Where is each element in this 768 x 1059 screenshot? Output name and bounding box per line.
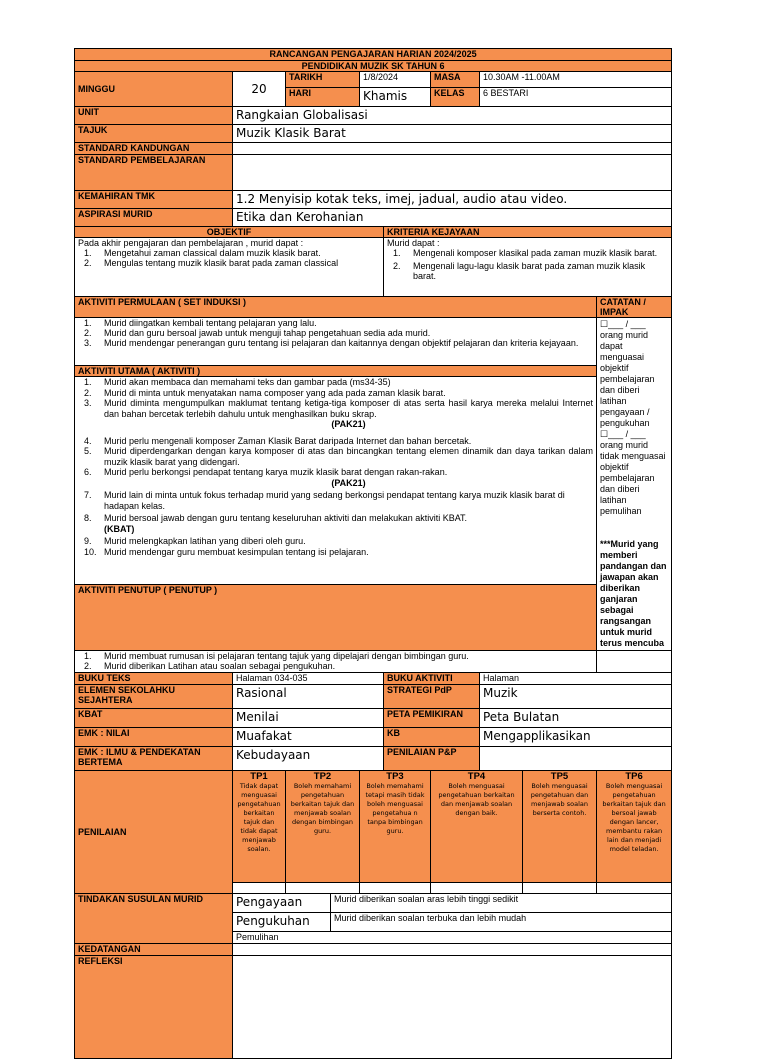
tp1-mark[interactable] (233, 883, 286, 894)
strategi-label: STRATEGI PdP (384, 685, 480, 709)
buku-teks-label: BUKU TEKS (75, 673, 233, 685)
hari-value: Khamis (360, 88, 431, 107)
peta-label: PETA PEMIKIRAN (384, 709, 480, 728)
minggu-label: MINGGU (75, 72, 233, 107)
catatan-line-2: ☐___ / ___ orang murid tidak menguasai objektif pembelajaran dan diberi latihan pemulihan (600, 429, 666, 516)
kb-label: KB (384, 728, 480, 747)
catatan-line-1: ☐___ / ___ orang murid dapat menguasai objektif pembelajaran dan diberi latihan pengayaan / pengukuhan (600, 319, 655, 428)
kbat-value: Menilai (233, 709, 384, 728)
utama-item: 5. Murid diperdengarkan dengan karya komposer di atas dan bincangkan tentang elemen dinamik dan daya tarikan dalam muzik klasik barat yang didengari. (84, 446, 593, 467)
elemen-label: ELEMEN SEKOLAHKU SEJAHTERA (75, 685, 233, 709)
utama-item: 6. Murid perlu berkongsi pendapat tentang karya muzik klasik barat dengan rakan-rakan. (PAK21) (84, 467, 448, 488)
peta-value: Peta Bulatan (480, 709, 672, 728)
tp1-cell: TP1 Tidak dapat menguasai pengetahuan berkaitan tajuk dan tidak dapat menjawab soalan. (233, 771, 286, 883)
utama-item: 10. Murid mendengar guru membuat kesimpulan tentang isi pelajaran. (84, 546, 369, 557)
tajuk-value: Muzik Klasik Barat (233, 125, 672, 143)
tarikh-label: TARIKH (286, 72, 360, 88)
tp3-mark[interactable] (360, 883, 431, 894)
kriteria-header: KRITERIA KEJAYAAN (384, 227, 672, 238)
objektif-cell (75, 238, 384, 297)
tp3-cell: TP3 Boleh memahami tetapi masih tidak boleh menguasai pengetahua n tanpa bimbingan guru. (360, 771, 431, 883)
permulaan-item: 1. Murid diingatkan kembali tentang pelajaran yang lalu. (84, 318, 317, 328)
pengukuhan-desc: Murid diberikan soalan terbuka dan lebih mudah (331, 913, 672, 932)
pemulihan-label: Pemulihan (233, 932, 672, 944)
objektif-header: OBJEKTIF (75, 227, 384, 238)
catatan-header: CATATAN / IMPAK (597, 297, 672, 318)
hari-label: HARI (286, 88, 360, 107)
utama-item: 3. Murid diminta mengumpulkan maklumat tentang ketiga-tiga komposer di atas serta hasil karya mereka melalui Internet dan bahan bercetak terlebih dahulu untuk menghasilkan buku skrap. (PAK21) (84, 398, 593, 429)
permulaan-cell (75, 318, 597, 366)
elemen-value: Rasional (233, 685, 384, 709)
tp5-cell: TP5 Boleh menguasai pengetahuan dan menjawab soalan berserta contoh. (523, 771, 597, 883)
nilai-label: EMK : NILAI (75, 728, 233, 747)
standard-kandungan-value (233, 143, 672, 155)
utama-header: AKTIVITI UTAMA ( AKTIVITI ) (75, 366, 597, 377)
kriteria-item: 1. Mengenali komposer klasikal pada zaman muzik klasik barat. (393, 248, 658, 258)
aspirasi-value: Etika dan Kerohanian (233, 209, 672, 227)
permulaan-header: AKTIVITI PERMULAAN ( SET INDUKSI ) (75, 297, 597, 318)
penutup-header: AKTIVITI PENUTUP ( PENUTUP ) (75, 585, 597, 651)
standard-kandungan-label: STANDARD KANDUNGAN (75, 143, 233, 155)
kelas-label: KELAS (431, 88, 480, 107)
plan-title: RANCANGAN PENGAJARAN HARIAN 2024/2025 (75, 49, 672, 61)
penutup-item: 2. Murid diberikan Latihan atau soalan sebagai pengukuhan. (84, 661, 336, 671)
tp6-mark[interactable] (597, 883, 672, 894)
ilmu-label: EMK : ILMU & PENDEKATAN BERTEMA (75, 747, 233, 771)
unit-label: UNIT (75, 107, 233, 125)
pengayaan-desc: Murid diberikan soalan aras lebih tinggi sedikit (331, 894, 672, 913)
objektif-item: 2. Mengulas tentang muzik klasik barat pada zaman classical (84, 258, 339, 268)
tp4-cell: TP4 Boleh menguasai pengetahuan berkaitan dan menjawab soalan dengan baik. (431, 771, 523, 883)
utama-item: 8. Murid bersoal jawab dengan guru tentang keseluruhan aktiviti dan melakukan aktiviti KBAT. (KBAT) (84, 513, 468, 534)
nilai-value: Muafakat (233, 728, 384, 747)
tp2-mark[interactable] (286, 883, 360, 894)
utama-item: 2. Murid di minta untuk menyatakan nama composer yang ada pada zaman klasik barat. (84, 387, 446, 398)
standard-pembelajaran-value (233, 155, 672, 191)
susulan-label: TINDAKAN SUSULAN MURID (75, 894, 233, 944)
kbat-label: KBAT (75, 709, 233, 728)
kedatangan-value (233, 944, 672, 956)
kelas-value: 6 BESTARI (480, 88, 672, 107)
permulaan-item: 2. Murid dan guru bersoal jawab untuk menguji tahap pengetahuan sedia ada murid. (84, 328, 431, 338)
ilmu-value: Kebudayaan (233, 747, 384, 771)
tarikh-value: 1/8/2024 (360, 72, 431, 88)
penutup-cell (75, 651, 597, 673)
objektif-intro: Pada akhir pengajaran dan pembelajaran , murid dapat : (78, 238, 304, 248)
utama-item: 9. Murid melengkapkan latihan yang diberi oleh guru. (84, 536, 306, 546)
penilaian-label: PENILAIAN (75, 771, 233, 894)
permulaan-item: 3. Murid mendengar penerangan guru tentang isi pelajaran dan kaitannya dengan objektif pelajaran dan kriteria kejayaan. (84, 338, 579, 348)
catatan-cell (597, 318, 672, 651)
tp4-mark[interactable] (431, 883, 523, 894)
refleksi-label: REFLEKSI (75, 956, 233, 1059)
pengukuhan-label: Pengukuhan (233, 913, 331, 932)
lesson-plan-table (74, 48, 672, 1059)
masa-label: MASA (431, 72, 480, 88)
tp6-cell: TP6 Boleh menguasai pengetahuan berkaitan tajuk dan bersoal jawab dengan lancer, membantu rakan lain dan menjadi model teladan. (597, 771, 672, 883)
pengayaan-label: Pengayaan (233, 894, 331, 913)
catatan-note: ***Murid yang memberi pandangan dan jawapan akan diberikan ganjaran sebagai rangsangan untuk murid terus mencuba (600, 539, 667, 648)
refleksi-value (233, 956, 672, 1059)
utama-item: 1. Murid akan membaca dan memahami teks dan gambar pada (ms34-35) (84, 377, 391, 387)
utama-cell (75, 377, 597, 585)
buku-aktiviti-value: Halaman (480, 673, 672, 685)
minggu-value: 20 (233, 72, 286, 107)
kemahiran-tmk-value: 1.2 Menyisip kotak teks, imej, jadual, audio atau video. (233, 191, 672, 209)
strategi-value: Muzik (480, 685, 672, 709)
utama-item: 4. Murid perlu mengenali komposer Zaman Klasik Barat daripada Internet dan bahan bercetak. (84, 435, 472, 446)
buku-teks-value: Halaman 034-035 (233, 673, 384, 685)
kriteria-intro: Murid dapat : (387, 238, 440, 248)
standard-pembelajaran-label: STANDARD PEMBELAJARAN (75, 155, 233, 191)
tp2-cell: TP2 Boleh memahami pengetahuan berkaitan tajuk dan menjawab soalan dengan bimbingan guru. (286, 771, 360, 883)
unit-value: Rangkaian Globalisasi (233, 107, 672, 125)
kedatangan-label: KEDATANGAN (75, 944, 233, 956)
plan-subtitle: PENDIDIKAN MUZIK SK TAHUN 6 (75, 61, 672, 72)
penilaian-pdp-value (480, 747, 672, 771)
kriteria-cell (384, 238, 672, 297)
objektif-item: 1. Mengetahui zaman classical dalam muzik klasik barat. (84, 248, 321, 258)
utama-item: 7. Murid lain di minta untuk fokus terhadap murid yang sedang berkongsi pendapat tentang karya muzik klasik barat di hadapan kelas. (84, 490, 565, 511)
penilaian-pdp-label: PENILAIAN P&P (384, 747, 480, 771)
aspirasi-label: ASPIRASI MURID (75, 209, 233, 227)
masa-value: 10.30AM -11.00AM (480, 72, 672, 88)
tajuk-label: TAJUK (75, 125, 233, 143)
buku-aktiviti-label: BUKU AKTIVITI (384, 673, 480, 685)
tp5-mark[interactable] (523, 883, 597, 894)
penutup-item: 1. Murid membuat rumusan isi pelajaran tentang tajuk yang dipelajari dengan bimbingan guru. (84, 651, 469, 661)
kemahiran-tmk-label: KEMAHIRAN TMK (75, 191, 233, 209)
kriteria-item: 2. Mengenali lagu-lagu klasik barat pada zaman muzik klasik barat. (393, 261, 646, 281)
kb-value: Mengapplikasikan (480, 728, 672, 747)
